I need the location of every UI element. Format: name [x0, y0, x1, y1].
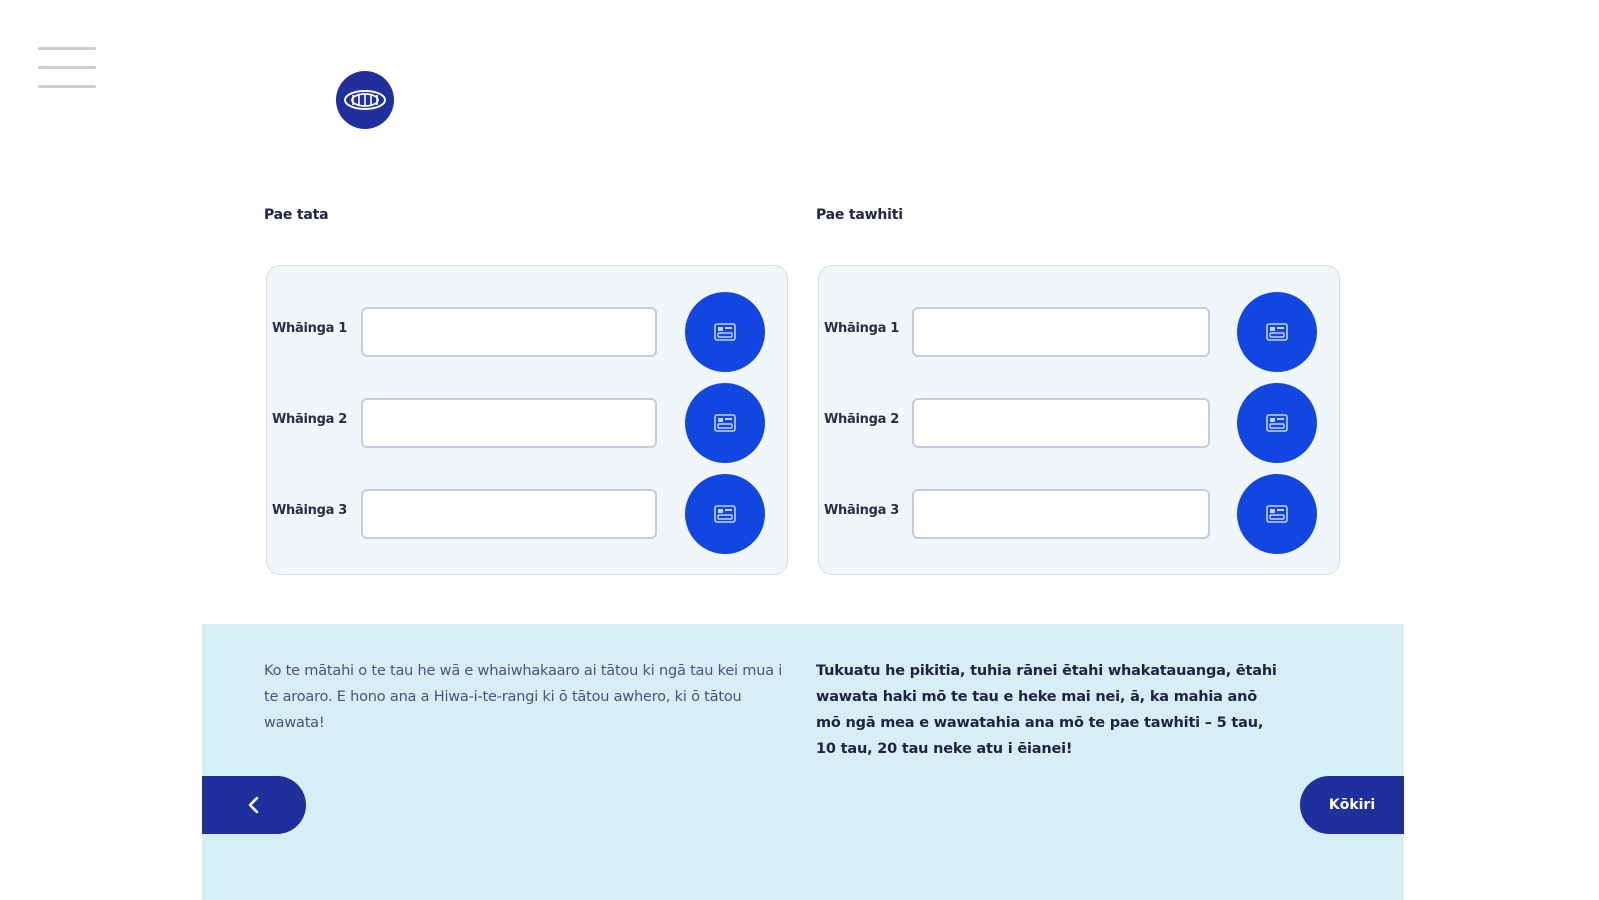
back-button[interactable]	[202, 776, 306, 834]
goal-input-near-1[interactable]	[361, 307, 657, 357]
save-icon	[1266, 505, 1288, 523]
goal-label: Whāinga 1	[824, 321, 900, 336]
save-button[interactable]	[685, 292, 765, 372]
save-button[interactable]	[685, 383, 765, 463]
goal-input-near-3[interactable]	[361, 489, 657, 539]
goal-label: Whāinga 2	[824, 412, 900, 427]
hamburger-menu-icon[interactable]	[38, 44, 96, 90]
goal-row	[819, 474, 1339, 554]
save-icon	[1266, 414, 1288, 432]
goal-label: Whāinga 3	[824, 503, 900, 518]
chevron-left-icon	[247, 796, 261, 814]
save-icon	[1266, 323, 1288, 341]
goal-input-far-1[interactable]	[912, 307, 1210, 357]
save-icon	[714, 323, 736, 341]
goal-input-far-3[interactable]	[912, 489, 1210, 539]
goal-input-near-2[interactable]	[361, 398, 657, 448]
goal-row	[267, 292, 787, 372]
instruction-text: Tukuatu he pikitia, tuhia rānei ētahi whakatauanga, ētahi wawata haki mō te tau e heke mai nei, ā, ka mahia anō mō ngā mea e wawatahia ana mō te pae tawhiti – 5 tau, 10 tau, 20 tau neke atu i ēianei!	[816, 663, 1277, 757]
save-icon	[714, 505, 736, 523]
section-label-near: Pae tata	[264, 207, 329, 223]
goal-row	[819, 383, 1339, 463]
section-label-far: Pae tawhiti	[816, 207, 903, 223]
goal-row	[267, 474, 787, 554]
goal-label: Whāinga 2	[272, 412, 348, 427]
brand-logo-icon[interactable]	[336, 71, 394, 129]
save-icon	[714, 414, 736, 432]
goal-label: Whāinga 3	[272, 503, 348, 518]
next-button[interactable]: Kōkiri	[1300, 776, 1404, 834]
goal-row	[267, 383, 787, 463]
goal-label: Whāinga 1	[272, 321, 348, 336]
goal-input-far-2[interactable]	[912, 398, 1210, 448]
save-button[interactable]	[1237, 474, 1317, 554]
intro-text: Ko te mātahi o te tau he wā e whaiwhakaaro ai tātou ki ngā tau kei mua i te aroaro. E hono ana a Hiwa-i-te-rangi ki ō tātou awhero, ki ō tātou wawata!	[264, 663, 783, 731]
save-button[interactable]	[1237, 292, 1317, 372]
info-band	[202, 624, 1404, 900]
save-button[interactable]	[685, 474, 765, 554]
goals-panel-near	[266, 265, 788, 575]
goals-panel-far	[818, 265, 1340, 575]
save-button[interactable]	[1237, 383, 1317, 463]
goal-row	[819, 292, 1339, 372]
